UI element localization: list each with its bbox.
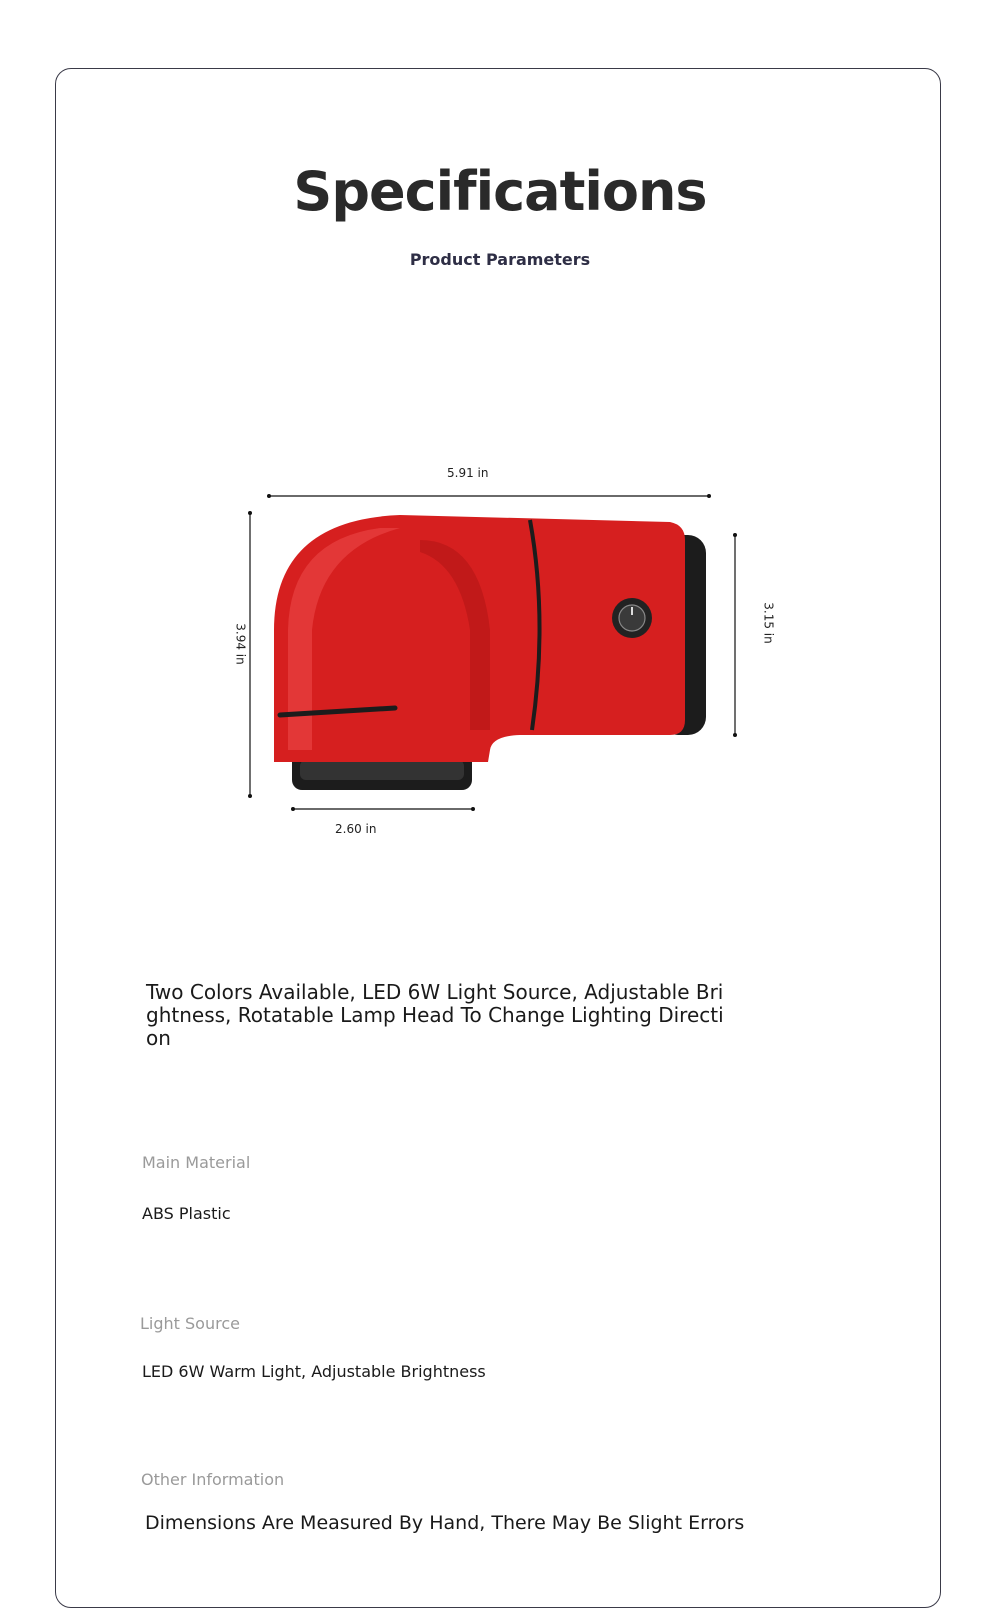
spec-label-light-source: Light Source <box>140 1314 240 1333</box>
product-description: Two Colors Available, LED 6W Light Source, Adjustable Brightness, Rotatable Lamp Head To Change Lighting Direction <box>146 980 724 1050</box>
page-title: Specifications <box>293 160 707 223</box>
spec-label-other-info: Other Information <box>141 1470 285 1489</box>
width-dimension-label: 5.91 in <box>447 466 489 480</box>
spec-value-material: ABS Plastic <box>142 1204 231 1223</box>
spec-value-light-source: LED 6W Warm Light, Adjustable Brightness <box>142 1362 486 1381</box>
spec-value-other-info: Dimensions Are Measured By Hand, There May Be Slight Errors <box>145 1512 745 1534</box>
height-dimension-label: 3.94 in <box>233 623 248 665</box>
page-subtitle: Product Parameters <box>409 250 591 269</box>
head-dimension-label: 3.15 in <box>761 602 776 644</box>
base-dimension-label: 2.60 in <box>335 822 377 836</box>
lamp-product-illustration <box>230 480 770 820</box>
spec-label-material: Main Material <box>142 1153 251 1172</box>
